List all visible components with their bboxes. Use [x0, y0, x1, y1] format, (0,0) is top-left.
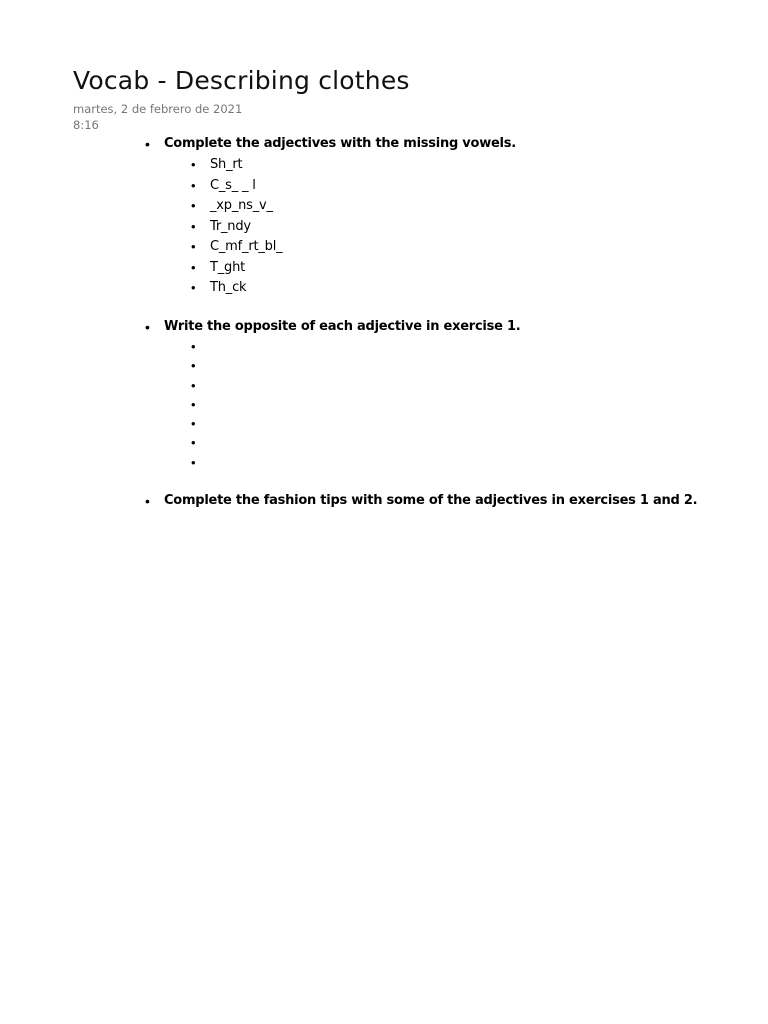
exercise-prompt[interactable]: Complete the adjectives with the missing vowels.	[164, 136, 516, 151]
empty-list-item[interactable]	[191, 414, 768, 433]
word-item[interactable]: _xp_ns_v_	[210, 198, 273, 213]
exercise-prompt-row	[145, 317, 745, 337]
empty-list-item[interactable]	[191, 356, 768, 375]
word-item[interactable]: Tr_ndy	[210, 218, 251, 234]
bullet-icon: •	[191, 435, 196, 451]
empty-list-item[interactable]	[191, 337, 768, 356]
bullet-icon: •	[191, 177, 196, 193]
empty-list-item[interactable]	[191, 376, 768, 395]
page-title: Vocab - Describing clothes	[73, 66, 410, 95]
bullet-icon: •	[145, 319, 150, 335]
word-item[interactable]: T_ght	[210, 259, 246, 275]
bullet-icon: •	[145, 136, 150, 152]
empty-list-item[interactable]	[191, 453, 768, 472]
list-item	[191, 196, 768, 217]
word-item[interactable]: Th_ck	[210, 280, 247, 295]
bullet-icon: •	[145, 493, 150, 509]
word-item[interactable]: C_mf_rt_bl_	[210, 239, 283, 254]
word-item[interactable]: C_s_ _ l	[210, 177, 256, 193]
word-list	[191, 155, 768, 299]
note-time: 8:16	[73, 118, 99, 132]
exercise-prompt-row	[145, 134, 745, 154]
bullet-icon: •	[191, 358, 196, 374]
bullet-icon: •	[191, 454, 196, 470]
bullet-icon: •	[191, 416, 196, 432]
note-date: martes, 2 de febrero de 2021	[73, 102, 243, 116]
empty-list-item[interactable]	[191, 433, 768, 452]
bullet-icon: •	[191, 259, 196, 275]
empty-list-item[interactable]	[191, 395, 768, 414]
bullet-icon: •	[191, 339, 196, 354]
exercise-2	[145, 317, 745, 472]
exercise-prompt[interactable]: Complete the fashion tips with some of the adjectives in exercises 1 and 2.	[164, 493, 698, 508]
list-item	[191, 278, 768, 299]
bullet-icon: •	[191, 280, 196, 295]
bullet-icon: •	[191, 239, 196, 254]
bullet-icon: •	[191, 198, 196, 213]
word-item[interactable]: Sh_rt	[210, 157, 243, 172]
list-item	[191, 237, 768, 258]
exercise-3	[145, 491, 745, 511]
exercise-prompt[interactable]: Write the opposite of each adjective in exercise 1.	[164, 319, 521, 334]
answer-list	[191, 337, 768, 472]
list-item	[191, 217, 768, 238]
list-item	[191, 258, 768, 279]
list-item	[191, 155, 768, 176]
bullet-icon: •	[191, 218, 196, 234]
bullet-icon: •	[191, 377, 196, 393]
exercise-prompt-row	[145, 491, 745, 511]
exercise-1	[145, 134, 745, 298]
bullet-icon: •	[191, 157, 196, 172]
list-item	[191, 176, 768, 197]
bullet-icon: •	[191, 396, 196, 412]
